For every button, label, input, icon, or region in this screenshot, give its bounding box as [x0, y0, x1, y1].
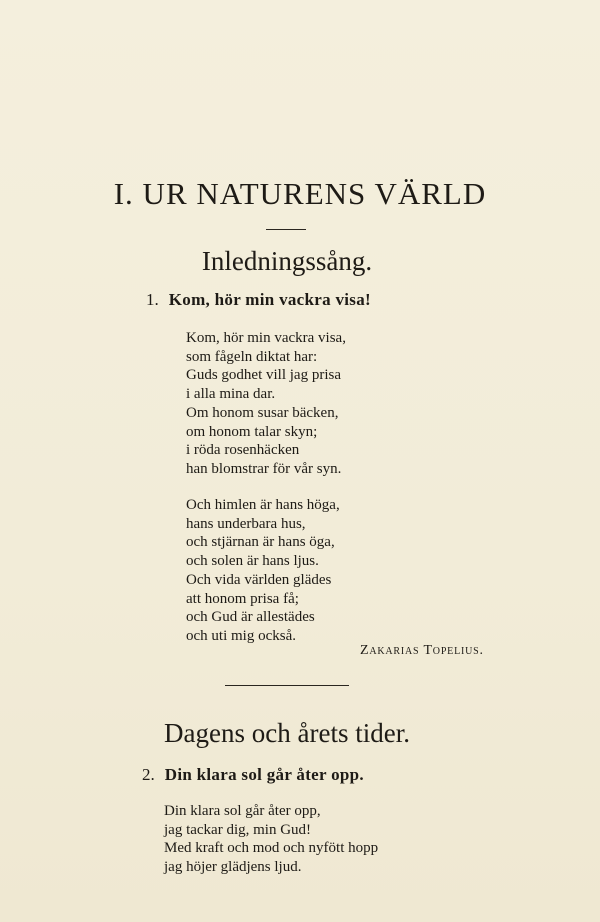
song2-title	[142, 765, 364, 785]
verse-line: Med kraft och mod och nyfött hopp	[164, 840, 379, 857]
song1-stanza2	[186, 496, 340, 646]
song1-name: Kom, hör min vackra visa!	[168, 290, 371, 309]
song1-stanza1	[186, 329, 346, 479]
verse-line: och uti mig också.	[186, 627, 296, 644]
verse-line: han blomstrar för vår syn.	[186, 460, 342, 477]
verse-line: Kom, hör min vackra visa,	[186, 330, 346, 346]
verse-line: och solen är hans ljus.	[186, 553, 319, 570]
verse-line: att honom prisa få;	[186, 590, 299, 607]
part2-heading: Dagens och årets tider.	[164, 718, 410, 748]
verse-line: hans underbara hus,	[186, 515, 306, 532]
verse-line: som fågeln diktat har:	[186, 348, 318, 365]
verse-line: och Gud är allestädes	[186, 609, 315, 626]
verse-line: Och himlen är hans höga,	[186, 497, 340, 513]
verse-line: Och vida världen glädes	[186, 571, 332, 588]
verse-line: jag höjer glädjens ljud.	[164, 859, 302, 876]
verse-line: Om honom susar bäcken,	[186, 404, 339, 421]
song2-stanza1	[164, 802, 378, 877]
verse-line: jag tackar dig, min Gud!	[164, 821, 312, 838]
verse-line: i alla mina dar.	[186, 386, 276, 403]
verse-line: Din klara sol går åter opp,	[164, 803, 321, 819]
verse-line: och stjärnan är hans öga,	[186, 534, 335, 551]
song2-name: Din klara sol går åter opp.	[164, 765, 364, 784]
verse-line: Guds godhet vill jag prisa	[186, 367, 341, 384]
verse-line: i röda rosenhäcken	[186, 442, 300, 459]
section-title: I. UR NATURENS VÄRLD	[113, 176, 487, 211]
verse-line: om honom talar skyn;	[186, 423, 318, 440]
song1-number: 1.	[146, 290, 159, 309]
title-divider	[266, 229, 306, 230]
song1-author: Zakarias Topelius.	[360, 643, 484, 658]
song1-title	[146, 290, 371, 310]
song2-number: 2.	[142, 765, 155, 784]
section-divider	[225, 685, 349, 686]
part1-heading: Inledningssång.	[201, 246, 373, 276]
